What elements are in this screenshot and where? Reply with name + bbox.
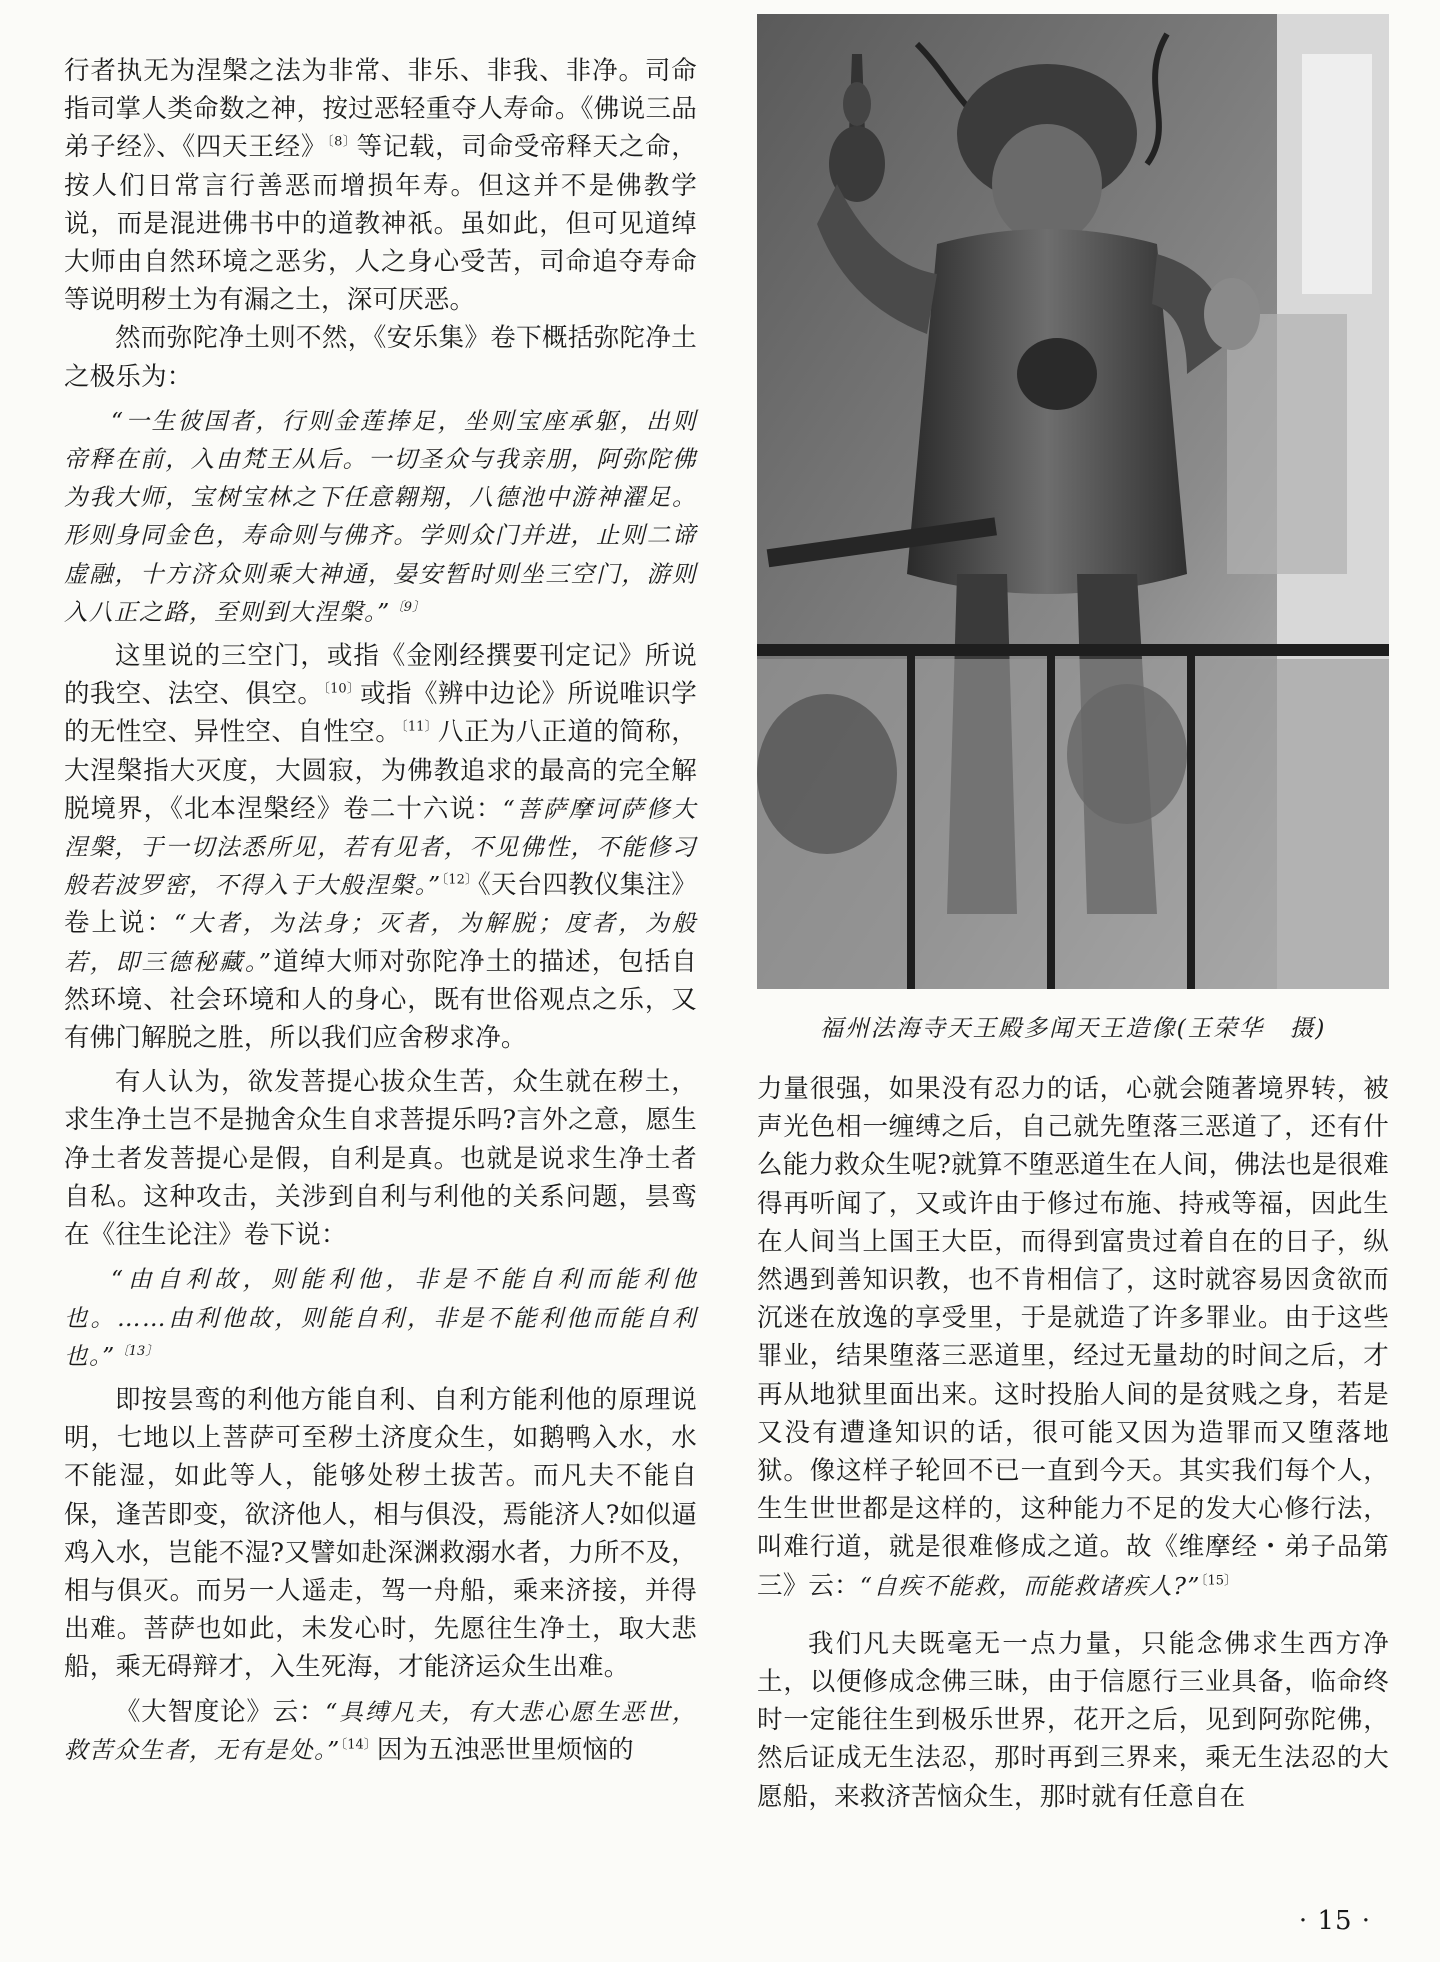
- text: 《天台四教仪集注》卷上说：: [64, 870, 698, 939]
- paragraph-5: 即按昙鸾的利他方能自利、自利方能利他的原理说明，七地以上菩萨可至秽土济度众生，如鹅鸭入水，水不能湿，如此等人，能够处秽土拔苦。而凡夫不能自保，逢苦即变，欲济他人，相与俱没，焉能济人?如似逼鸡入水，岂能不湿?又譬如赴深渊救溺水者，力所不及，相与俱灭。而另一人遥走，驾一舟船，乘来济接，并得出难。菩萨也如此，未发心时，先愿往生净土，取大悲船，乘无碍辩才，入生死海，才能济运众生出难。: [64, 1384, 697, 1683]
- footnote-ref: 〔12〕: [441, 872, 478, 888]
- footnote-ref: 〔14〕: [340, 1737, 377, 1753]
- footnote-ref: 〔8〕: [327, 134, 357, 150]
- paragraph-1: [64, 52, 697, 319]
- text: 力量很强，如果没有忍力的话，心就会随著境界转，被声光色相一缠缚之后，自己就先堕落三恶道了，还有什么能力救众生呢?就算不堕恶道生在人间，佛法也是很难得再听闻了，又或许由于修过布施、持戒等福，因此生在人间当上国王大臣，而得到富贵过着自在的日子，纵然遇到善知识教，也不肯相信了，这时就容易因贪欲而沉迷在放逸的享受里，于是就造了许多罪业。由于这些罪业，结果堕落三恶道里，经过无量劫的时间之后，才再从地狱里面出来。这时投胎人间的是贫贱之身，若是又没有遭逢知识的话，很可能又因为造罪而又堕落地狱。像这样子轮回不已一直到今天。其实我们每个人，生生世世都是这样的，这种能力不足的发大心修行法，叫难行道，就是很难修成之道。故《维摩经・弟子品第三》云：: [757, 1074, 1389, 1601]
- footnote-ref: 〔13〕: [115, 1343, 159, 1359]
- paragraph-8: 我们凡夫既毫无一点力量，只能念佛求生西方净土，以便修成念佛三昧，由于信愿行三业具备，临命终时一定能往生到极乐世界，花开之后，见到阿弥陀佛，然后证成无生法忍，那时再到三界来，乘无生法忍的大愿船，来救济苦恼众生，那时就有任意自在: [757, 1628, 1389, 1812]
- page-number: · 15 ·: [1298, 1906, 1372, 1936]
- text: 这里说的三空门，或指《金刚经撰要刊定记》所说的我空、法空、俱空。: [64, 641, 697, 710]
- text: 道绰大师对弥陀净土的描述，包括自然环境、社会环境和人的身心，既有世俗观点之乐，又有佛门解脱之胜，所以我们应舍秽求净。: [64, 946, 698, 1054]
- left-column: [64, 52, 697, 1769]
- inline-quote: “菩萨摩诃萨修大涅槃，于一切法悉所见，若有见者，不见佛性，不能修习般若波罗密，不得入于大般涅槃。”: [64, 794, 698, 900]
- text: 等记载，司命受帝释天之命，按人们日常言行善恶而增损年寿。但这并不是佛教学说，而是混进佛书中的道教神祇。虽如此，但可见道绰大师由自然环境之恶劣，人之身心受苦，司命追夺寿命等说明秽土为有漏之土，深可厌恶。: [64, 132, 698, 316]
- quote-anleji: [64, 402, 697, 631]
- statue-illustration: [757, 14, 1389, 989]
- text: 八正为八正道的简称，大涅槃指大灭度，大圆寂，为佛教追求的最高的完全解脱境界，《北本涅槃经》卷二十六说：: [64, 717, 697, 824]
- paragraph-2: 然而弥陀净土则不然，《安乐集》卷下概括弥陀净土之极乐为：: [64, 323, 697, 392]
- quote-wangshenglunzhu: [64, 1260, 697, 1375]
- right-column: [757, 1070, 1389, 1816]
- inline-quote: “自疾不能救，而能救诸疾人?”: [859, 1571, 1201, 1600]
- text: 或指《辨中边论》所说唯识学的无性空、异性空、自性空。: [64, 679, 697, 748]
- paragraph-6: [64, 1693, 697, 1769]
- paragraph-4: 有人认为，欲发菩提心拔众生苦，众生就在秽土，求生净土岂不是抛舍众生自求菩提乐吗?言外之意，愿生净土者发菩提心是假，自利是真。也就是说求生净土者自私。这种攻击，关涉到自利与利他的关系问题，昙鸾在《往生论注》卷下说：: [64, 1067, 697, 1251]
- inline-quote: “大者，为法身；灭者，为解脱；度者，为般若，即三德秘藏。”: [64, 909, 698, 976]
- inline-quote: “具缚凡夫，有大悲心愿生恶世，救苦众生者，无有是处。”: [64, 1697, 698, 1764]
- footnote-ref: 〔9〕: [390, 600, 426, 616]
- photo-caption: 福州法海寺天王殿多闻天王造像(王荣华 摄): [819, 1014, 1327, 1042]
- paragraph-7: [757, 1070, 1389, 1605]
- paragraph-3: [64, 637, 697, 1057]
- footnote-ref: 〔10〕: [323, 681, 361, 697]
- footnote-ref: 〔15〕: [1200, 1573, 1237, 1589]
- statue-photo: [757, 14, 1389, 989]
- text: 《大智度论》云：: [115, 1696, 326, 1727]
- quote-text: “由自利故，则能利他，非是不能自利而能利他也。……由利他故，则能自利，非是不能利他而能自利也。”: [64, 1265, 697, 1370]
- text: 因为五浊恶世里烦恼的: [376, 1734, 634, 1765]
- text: 行者执无为涅槃之法为非常、非乐、非我、非净。司命指司掌人类命数之神，按过恶轻重夺人寿命。《佛说三品弟子经》、《四天王经》: [64, 56, 697, 163]
- footnote-ref: 〔11〕: [401, 719, 438, 735]
- quote-text: “一生彼国者，行则金莲捧足，坐则宝座承躯，出则帝释在前，入由梵王从后。一切圣众与我亲朋，阿弥陀佛为我大师，宝树宝林之下任意翱翔，八德池中游神濯足。形则身同金色，寿命则与佛齐。学则众门并进，止则二谛虚融，十方济众则乘大神通，晏安暂时则坐三空门，游则入八正之路，至则到大涅槃。”: [64, 406, 697, 626]
